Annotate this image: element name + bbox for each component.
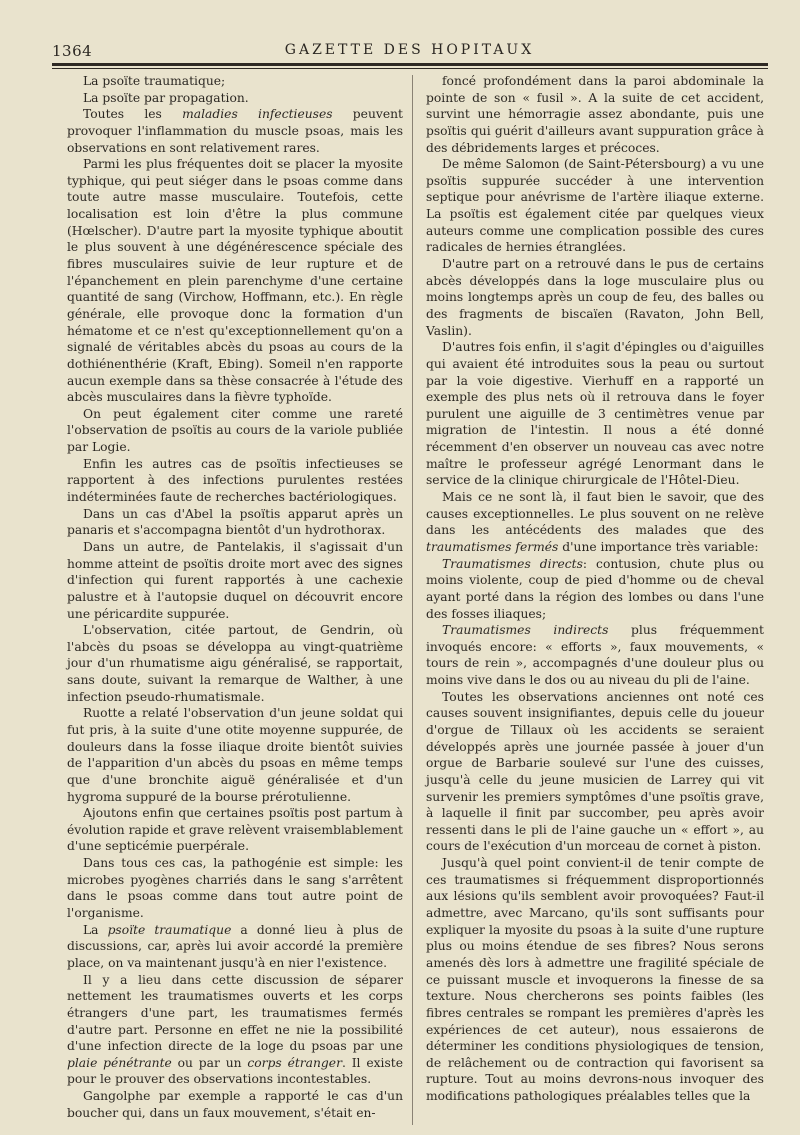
paragraph: La psoïte par propagation.: [83, 90, 249, 105]
paragraph: La psoïte traumatique;: [83, 74, 226, 88]
paragraph: Dans tous ces cas, la pathogénie est simple: les microbes pyogènes charriés dans le sang s'arrêtent dans le psoas comme dans tout autre point de l'organisme.: [67, 856, 403, 921]
header-rule-thick: [52, 63, 768, 66]
paragraph: Dans un autre, de Pantelakis, il s'agissait d'un homme atteint de psoïtis droite mort avec des signes d'infection qui furent rapportés à une cachexie palustre et à l'autopsie duquel on découvrit encore une péricardite suppurée.: [67, 539, 403, 621]
paragraph: Dans un cas d'Abel la psoïtis apparut après un panaris et s'accompagna bientôt d'un hydrothorax.: [67, 506, 403, 538]
paragraph: L'observation, citée partout, de Gendrin, où l'abcès du psoas se développa au vingt-quatrième jour d'un rhumatisme aigu généralisé, se rapportait, sans doute, suivant la remarque de Walther, à une infection pseudo-rhumatismale.: [67, 623, 403, 704]
page-header: [52, 40, 767, 64]
left-column: [67, 73, 403, 1121]
paragraph: De même Salomon (de Saint-Pétersbourg) a vu une psoïtis suppurée succéder à une intervention septique pour anévrisme de l'artère iliaque externe. La psoïtis est également citée par quelques vieux auteurs comme une complication possible des cures radicales de hernies étranglées.: [426, 157, 764, 255]
paragraph: Toutes les maladies infectieuses peuvent provoquer l'inflammation du muscle psoas, mais les observations en sont relativement rares.: [67, 107, 403, 155]
paragraph: D'autre part on a retrouvé dans le pus de certains abcès développés dans la loge musculaire plus ou moins longtemps après un coup de feu, des balles ou des fragments de biscaïen (Ravaton, John Bell, Vaslin).: [426, 257, 764, 338]
paragraph: Gangolphe par exemple a rapporté le cas d'un boucher qui, dans un faux mouvement, s'était en-: [67, 1089, 403, 1120]
paragraph: Il y a lieu dans cette discussion de séparer nettement les traumatismes ouverts et les corps étrangers d'une part, les traumatismes fermés d'autre part. Personne en effet ne nie la possibilité d'une infection directe de la loge du psoas par une plaie pénétrante ou par un corps étranger. Il existe pour le prouver des observations incontestables.: [67, 972, 403, 1087]
paragraph: D'autres fois enfin, il s'agit d'épingles ou d'aiguilles qui avaient été introduites sous la peau ou surtout par la voie digestive. Vierhuff en a rapporté un exemple des plus nets où il retrouva dans le foyer purulent une aiguille de 3 centimètres venue par migration de l'intestin. Il nous a été donné récemment d'en observer un nouveau cas avec notre maître le professeur agrégé Lenormant dans le service de la clinique chirurgicale de l'Hôtel-Dieu.: [426, 340, 764, 488]
page-number: 1364: [52, 42, 93, 60]
paragraph: Traumatismes directs: contusion, chute plus ou moins violente, coup de pied d'homme ou de cheval ayant porté dans la région des lombes ou dans l'une des fosses iliaques;: [426, 556, 764, 621]
paragraph: Traumatismes indirects plus fréquemment invoqués encore: « efforts », faux mouvements, « tours de rein », accompagnés d'une douleur plus ou moins vive dans le dos ou au niveau du pli de l'aine.: [426, 623, 764, 688]
paragraph: Toutes les observations anciennes ont noté ces causes souvent insignifiantes, depuis celle du joueur d'orgue de Tillaux où les accidents se seraient développés après une journée passée à jouer d'un orgue de Barbarie soulevé sur l'une des cuisses, jusqu'à celle du jeune musicien de Larrey qui vit survenir les premiers symptômes d'une psoïtis grave, à laquelle il finit par succomber, peu après avoir ressenti dans le pli de l'aine gauche un « effort », au cours de l'exécution d'un morceau de cornet à piston.: [426, 689, 764, 854]
paragraph: La psoïte traumatique a donné lieu à plus de discussions, car, après lui avoir accordé la première place, on va maintenant jusqu'à en nier l'existence.: [67, 922, 404, 970]
paragraph: Parmi les plus fréquentes doit se placer la myosite typhique, qui peut siéger dans le psoas comme dans toute autre masse musculaire. Toutefois, cette localisation est loin d'être la plus commune (Hœlscher). D'autre part la myosite typhique aboutit le plus souvent à une dégénérescence spéciale des fibres musculaires suivie de leur rupture et de l'épanchement en plein parenchyme d'une certaine quantité de sang (Virchow, Hoffmann, etc.). En règle générale, elle provoque donc la formation d'un hématome et ce n'est qu'exceptionnellement qu'on a signalé de véritables abcès du psoas au cours de la dothiénenthérie (Kraft, Ebing). Someil n'en rapporte aucun exemple dans sa thèse consacrée à l'étude des abcès musculaires dans la fièvre typhoïde.: [67, 157, 403, 405]
paragraph: Enfin les autres cas de psoïtis infectieuses se rapportent à des infections purulentes restées indéterminées faute de recherches bactériologiques.: [67, 456, 403, 505]
paragraph: On peut également citer comme une rareté l'observation de psoïtis au cours de la variole publiée par Logie.: [67, 406, 403, 455]
right-column: [426, 73, 764, 1105]
paragraph: foncé profondément dans la paroi abdominale la pointe de son « fusil ». A la suite de cet accident, survint une hémorragie assez abondante, puis une psoïtis qui guérit d'ailleurs avant suppuration grâce à des débridements larges et précoces.: [426, 74, 764, 155]
journal-title: GAZETTE DES HOPITAUX: [284, 42, 535, 58]
column-divider: [412, 75, 413, 1125]
header-rule-thin: [52, 68, 768, 69]
paragraph: Jusqu'à quel point convient-il de tenir compte de ces traumatismes si fréquemment disproportionnés aux lésions qu'ils semblent avoir provoquées? Faut-il admettre, avec Marcano, qu'ils sont suffisants pour expliquer la myosite du psoas à la suite d'une rupture plus ou moins étendue de ses fibres? Nous serons amenés dès lors à admettre une fragilité spéciale de ce puissant muscle et invoquerons la finesse de sa texture. Nous chercherons ses points faibles (les fibres centrales se rompant les premières d'après les expériences de cet auteur), nous essaierons de déterminer les conditions physiologiques de tension, de relâchement ou de contraction qui favorisent sa rupture. Tout au moins devrons-nous invoquer des modifications pathologiques préalables telles que la: [426, 856, 764, 1104]
paragraph: Ajoutons enfin que certaines psoïtis post partum à évolution rapide et grave relèvent vraisemblablement d'une septicémie puerpérale.: [67, 806, 403, 854]
paragraph: Ruotte a relaté l'observation d'un jeune soldat qui fut pris, à la suite d'une otite moyenne suppurée, de douleurs dans la fosse iliaque droite bientôt suivies de l'apparition d'un abcès du psoas en même temps que d'une bronchite aiguë généralisée et d'un hygroma suppuré de la bourse prérotulienne.: [67, 706, 403, 804]
paragraph: Mais ce ne sont là, il faut bien le savoir, que des causes exceptionnelles. Le plus souvent on ne relève dans les antécédents des malades que des traumatismes fermés d'une importance très variable:: [426, 490, 764, 554]
